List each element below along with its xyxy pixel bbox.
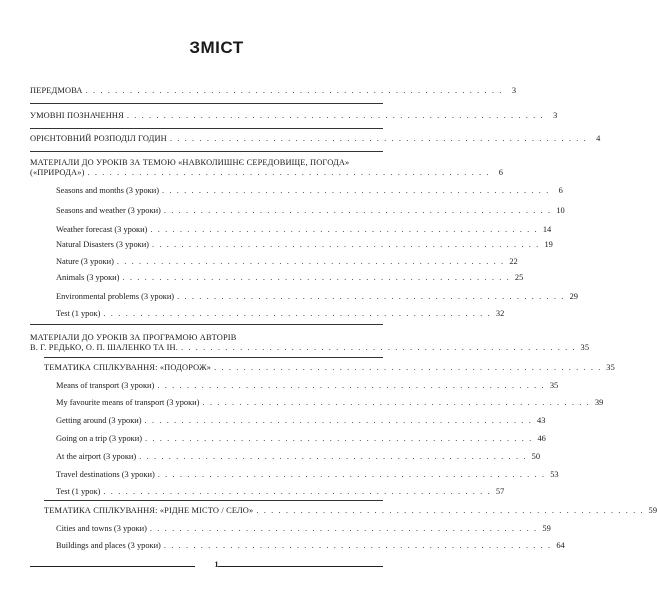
toc-subentry[interactable] bbox=[56, 309, 505, 319]
toc-entry-page: 35 bbox=[549, 381, 559, 390]
toc-entry-page: 19 bbox=[544, 240, 553, 249]
toc-entry-label: Buildings and places (3 уроки) bbox=[56, 541, 161, 550]
toc-entry-label: Seasons and weather (3 уроки) bbox=[56, 206, 161, 215]
toc-entry-page: 43 bbox=[537, 416, 546, 425]
toc-entry-page: 59 bbox=[648, 506, 657, 515]
toc-entry-page: 3 bbox=[553, 111, 558, 120]
leader-dots: . . . . . . . . . . . . . . . . . . . . . . . . . . . . . . . . . . . . . . . . . . . . . . . . . . . . . bbox=[116, 257, 505, 266]
toc-subentry[interactable] bbox=[56, 470, 559, 480]
toc-entry-label: ПЕРЕДМОВА bbox=[30, 86, 83, 95]
toc-entry-hours[interactable] bbox=[30, 134, 601, 144]
toc-entry-page: 35 bbox=[606, 363, 615, 372]
section-divider bbox=[30, 103, 383, 104]
section-divider bbox=[44, 500, 383, 501]
leader-dots: . . . . . . . . . . . . . . . . . . . . . . . . . . . . . . . . . . . . . . . . . . . . . . . . . . . . . bbox=[177, 292, 565, 301]
toc-section-heading-2[interactable] bbox=[30, 333, 590, 352]
leader-dots: . . . . . . . . . . . . . . . . . . . . . . . . . . . . . . . . . . . . . . . . . . . . . . . . . . . . . bbox=[157, 381, 546, 390]
toc-subentry[interactable] bbox=[56, 225, 552, 235]
leader-dots: . . . . . . . . . . . . . . . . . . . . . . . . . . . . . . . . . . . . . . . . . . . . . . . . . . . . . bbox=[144, 416, 533, 425]
toc-entry-label: Nature (3 уроки) bbox=[56, 257, 114, 266]
leader-dots: . . . . . . . . . . . . . . . . . . . . . . . . . . . . . . . . . . . . . . . . . . . . . . . . . . . . . bbox=[202, 398, 591, 407]
toc-entry-page: 35 bbox=[580, 342, 590, 352]
toc-subentry[interactable] bbox=[56, 434, 546, 444]
toc-entry-page: 57 bbox=[495, 487, 505, 496]
toc-entry-page: 46 bbox=[537, 434, 546, 443]
leader-dots: . . . . . . . . . . . . . . . . . . . . . . . . . . . . . . . . . . . . . . . . . . . . . . . . . . . . . bbox=[150, 225, 539, 234]
toc-entry-label: Environmental problems (3 уроки) bbox=[56, 292, 175, 301]
toc-entry-label: Animals (3 уроки) bbox=[56, 273, 120, 282]
leader-dots: . . . . . . . . . . . . . . . . . . . . . . . . . . . . . . . . . . . . . . . . . . . . . . . . . . . . . . bbox=[180, 342, 577, 352]
toc-subentry[interactable] bbox=[56, 398, 604, 408]
toc-subentry[interactable] bbox=[56, 257, 518, 267]
toc-entry-page: 25 bbox=[514, 273, 524, 282]
toc-entry-label: Natural Disasters (3 уроки) bbox=[56, 240, 149, 249]
toc-entry-label: Travel destinations (3 уроки) bbox=[56, 470, 155, 479]
toc-subentry[interactable] bbox=[56, 452, 541, 462]
section-divider bbox=[30, 128, 383, 129]
leader-dots: . . . . . . . . . . . . . . . . . . . . . . . . . . . . . . . . . . . . . . . . . . . . . . . . . . . . . . . . . bbox=[85, 86, 504, 95]
toc-entry-page: 3 bbox=[511, 86, 517, 95]
section-divider bbox=[30, 324, 383, 325]
toc-entry-page: 50 bbox=[531, 452, 541, 461]
toc-entry-label: Getting around (3 уроки) bbox=[56, 416, 142, 425]
leader-dots: . . . . . . . . . . . . . . . . . . . . . . . . . . . . . . . . . . . . . . . . . . . . . . . . . . . . . bbox=[149, 524, 538, 533]
toc-entry-page: 32 bbox=[495, 309, 505, 318]
leader-dots: . . . . . . . . . . . . . . . . . . . . . . . . . . . . . . . . . . . . . . . . . . . . . . . . . . . . . bbox=[122, 273, 511, 282]
toc-subentry[interactable] bbox=[56, 206, 565, 216]
toc-entry-page: 6 bbox=[498, 167, 504, 177]
toc-topic-travel[interactable] bbox=[44, 363, 615, 373]
toc-entry-label: Weather forecast (3 уроки) bbox=[56, 225, 148, 234]
toc-subentry[interactable] bbox=[56, 524, 551, 534]
toc-entry-label: ТЕМАТИКА СПІЛКУВАННЯ: «РІДНЕ МІСТО / СЕЛО» bbox=[44, 506, 254, 515]
toc-entry-label: ОРІЄНТОВНИЙ РОЗПОДІЛ ГОДИН bbox=[30, 134, 167, 143]
leader-dots: . . . . . . . . . . . . . . . . . . . . . . . . . . . . . . . . . . . . . . . . . . . . . . . . . . . . . . . . . bbox=[169, 134, 588, 143]
leader-dots: . . . . . . . . . . . . . . . . . . . . . . . . . . . . . . . . . . . . . . . . . . . . . . . . . . . . . bbox=[157, 470, 546, 479]
toc-entry-legend[interactable] bbox=[30, 111, 558, 121]
toc-entry-page: 39 bbox=[594, 398, 604, 407]
toc-entry-label: At the airport (3 уроки) bbox=[56, 452, 137, 461]
leader-dots: . . . . . . . . . . . . . . . . . . . . . . . . . . . . . . . . . . . . . . . . . . . . . . . . . . . . . bbox=[163, 206, 552, 215]
toc-subentry[interactable] bbox=[56, 273, 524, 283]
leader-dots: . . . . . . . . . . . . . . . . . . . . . . . . . . . . . . . . . . . . . . . . . . . . . . . . . . . . . bbox=[214, 363, 602, 372]
leader-dots: . . . . . . . . . . . . . . . . . . . . . . . . . . . . . . . . . . . . . . . . . . . . . . . . . . . . . . . bbox=[87, 167, 491, 177]
toc-subentry[interactable] bbox=[56, 541, 565, 551]
toc-entry-preface[interactable] bbox=[30, 86, 517, 96]
toc-entry-label: Cities and towns (3 уроки) bbox=[56, 524, 147, 533]
toc-entry-label: Means of transport (3 уроки) bbox=[56, 381, 155, 390]
toc-entry-page: 14 bbox=[542, 225, 552, 234]
leader-dots: . . . . . . . . . . . . . . . . . . . . . . . . . . . . . . . . . . . . . . . . . . . . . . . . . . . . . bbox=[256, 506, 645, 515]
toc-subentry[interactable] bbox=[56, 292, 578, 302]
toc-subentry[interactable] bbox=[56, 186, 563, 196]
toc-section-title-line2: В. Г. РЕДЬКО, О. П. ШАЛЕНКО ТА ІН. bbox=[30, 342, 178, 352]
toc-entry-label: Test (1 урок) bbox=[56, 309, 101, 318]
toc-subentry[interactable] bbox=[56, 487, 505, 497]
toc-subentry[interactable] bbox=[56, 381, 559, 391]
leader-dots: . . . . . . . . . . . . . . . . . . . . . . . . . . . . . . . . . . . . . . . . . . . . . . . . . . . . . bbox=[151, 240, 540, 249]
toc-entry-page: 59 bbox=[542, 524, 551, 533]
toc-entry-page: 22 bbox=[509, 257, 518, 266]
section-divider bbox=[44, 357, 383, 358]
toc-subentry[interactable] bbox=[56, 416, 546, 426]
toc-entry-label: Going on a trip (3 уроки) bbox=[56, 434, 143, 443]
toc-section-title-line2: («ПРИРОДА») bbox=[30, 167, 85, 177]
toc-entry-label: Seasons and months (3 уроки) bbox=[56, 186, 159, 195]
toc-topic-hometown[interactable] bbox=[44, 506, 657, 516]
page-title: ЗМІСТ bbox=[189, 38, 244, 57]
toc-section-title-line1: МАТЕРІАЛИ ДО УРОКІВ ЗА ТЕМОЮ «НАВКОЛИШНЄ СЕРЕДОВИЩЕ, ПОГОДА» bbox=[30, 158, 350, 167]
toc-entry-page: 10 bbox=[556, 206, 565, 215]
leader-dots: . . . . . . . . . . . . . . . . . . . . . . . . . . . . . . . . . . . . . . . . . . . . . . . . . . . . . . . . . bbox=[126, 111, 545, 120]
page-number: 1 bbox=[214, 560, 219, 569]
toc-entry-label: ТЕМАТИКА СПІЛКУВАННЯ: «ПОДОРОЖ» bbox=[44, 363, 212, 372]
toc-entry-label: Test (1 урок) bbox=[56, 487, 101, 496]
leader-dots: . . . . . . . . . . . . . . . . . . . . . . . . . . . . . . . . . . . . . . . . . . . . . . . . . . . . . bbox=[139, 452, 528, 461]
leader-dots: . . . . . . . . . . . . . . . . . . . . . . . . . . . . . . . . . . . . . . . . . . . . . . . . . . . . . bbox=[103, 309, 492, 318]
toc-entry-page: 6 bbox=[558, 186, 563, 195]
toc-subentry[interactable] bbox=[56, 240, 553, 250]
toc-entry-page: 64 bbox=[556, 541, 565, 550]
toc-entry-label: УМОВНІ ПОЗНАЧЕННЯ bbox=[30, 111, 124, 120]
toc-entry-label: My favourite means of transport (3 уроки) bbox=[56, 398, 200, 407]
toc-section-title-line1: МАТЕРІАЛИ ДО УРОКІВ ЗА ПРОГРАМОЮ АВТОРІВ bbox=[30, 333, 237, 342]
leader-dots: . . . . . . . . . . . . . . . . . . . . . . . . . . . . . . . . . . . . . . . . . . . . . . . . . . . . . bbox=[103, 487, 492, 496]
toc-section-heading-1[interactable] bbox=[30, 158, 504, 177]
toc-entry-page: 29 bbox=[569, 292, 578, 301]
section-divider bbox=[30, 151, 383, 152]
footer-rule-right bbox=[218, 566, 383, 567]
leader-dots: . . . . . . . . . . . . . . . . . . . . . . . . . . . . . . . . . . . . . . . . . . . . . . . . . . . . . bbox=[145, 434, 533, 443]
leader-dots: . . . . . . . . . . . . . . . . . . . . . . . . . . . . . . . . . . . . . . . . . . . . . . . . . . . . . bbox=[162, 186, 550, 195]
toc-entry-page: 4 bbox=[596, 134, 601, 143]
toc-entry-page: 53 bbox=[550, 470, 559, 479]
leader-dots: . . . . . . . . . . . . . . . . . . . . . . . . . . . . . . . . . . . . . . . . . . . . . . . . . . . . . bbox=[163, 541, 552, 550]
